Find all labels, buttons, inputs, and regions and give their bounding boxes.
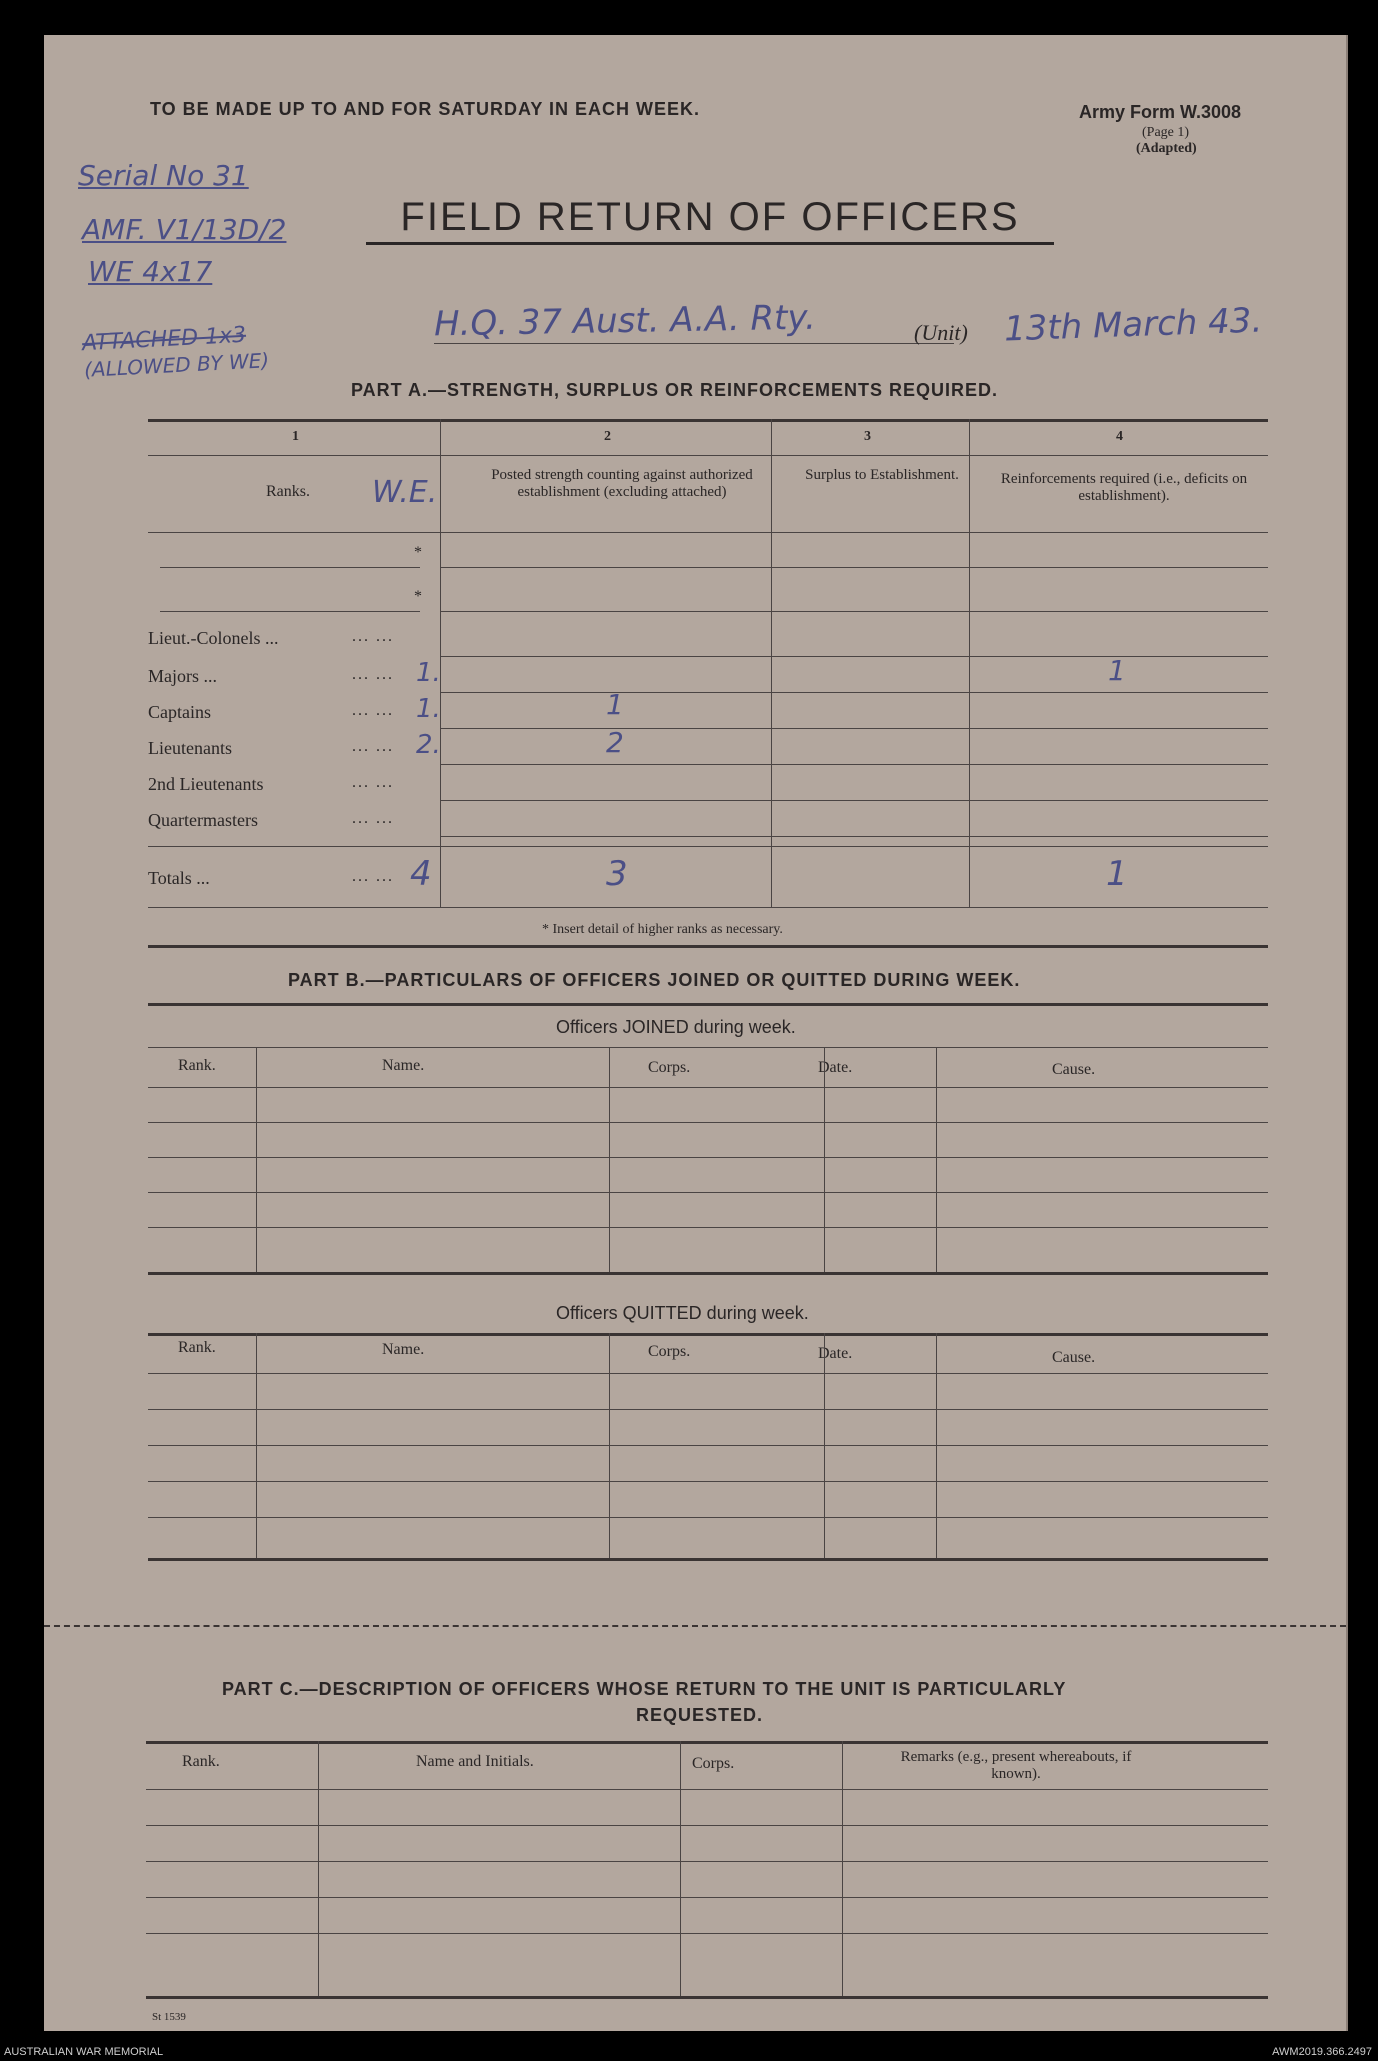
quitted-col-cause: Cause.	[1052, 1349, 1096, 1366]
allowed-annotation: (ALLOWED BY WE)	[83, 348, 270, 382]
row-rule	[148, 1373, 1268, 1374]
rank-dots: ... ...	[352, 628, 394, 645]
joined-col-cause: Cause.	[1052, 1061, 1096, 1078]
footer-accession: AWM2019.366.2497	[1272, 2046, 1372, 2058]
quitted-col-rank: Rank.	[178, 1339, 216, 1356]
row-rule	[440, 656, 1268, 657]
quitted-col-date: Date.	[818, 1345, 853, 1362]
joined-col-date: Date.	[818, 1059, 853, 1076]
adapted-label: (Adapted)	[1136, 141, 1197, 156]
page-number: (Page 1)	[1142, 125, 1190, 140]
row-rule	[146, 1897, 1268, 1898]
rank-dots: ... ...	[352, 738, 394, 755]
quitted-col-corps: Corps.	[648, 1343, 691, 1360]
star-marker: *	[414, 588, 422, 605]
row-rule	[148, 1157, 1268, 1158]
totals-we: 4	[410, 854, 432, 894]
we-header-annotation: W.E.	[372, 475, 438, 510]
row-rule	[440, 692, 1268, 693]
posted-header: Posted strength counting against authorized establishment (excluding attached)	[491, 467, 753, 500]
part-c-col-remarks: Remarks (e.g., present whereabouts, if known).	[900, 1749, 1132, 1782]
unit-value: H.Q. 37 Aust. A.A. Rty.	[433, 297, 817, 345]
part-c-col-rank: Rank.	[182, 1753, 220, 1770]
part-a-top-rule	[148, 419, 1268, 422]
row-rule	[440, 611, 1268, 612]
quitted-table	[148, 1333, 1268, 1558]
surplus-header: Surplus to Establishment.	[805, 467, 959, 483]
rank-dots: ... ...	[352, 810, 394, 827]
table-row	[148, 654, 1268, 694]
rank-dots: ... ...	[352, 774, 394, 791]
part-a-bottom-rule	[148, 907, 1268, 908]
table-row	[148, 624, 1268, 658]
row-rule	[148, 1481, 1268, 1482]
date-value: 13th March 43.	[1003, 300, 1263, 350]
table-row	[148, 532, 1268, 568]
we-value: 1.	[416, 658, 441, 688]
rank-label: Quartermasters	[148, 810, 258, 830]
reinf-value: 1	[1108, 654, 1126, 687]
col-rule	[256, 1047, 257, 1272]
row-rule	[440, 800, 1268, 801]
row-rule	[146, 1933, 1268, 1934]
part-a-end-rule	[148, 945, 1268, 948]
rank-dots: ... ...	[352, 702, 394, 719]
joined-table	[148, 1047, 1268, 1272]
row-rule	[148, 1122, 1268, 1123]
col-rule	[824, 1333, 825, 1558]
part-c-col-name: Name and Initials.	[416, 1753, 534, 1770]
row-rule	[440, 764, 1268, 765]
joined-col-corps: Corps.	[648, 1059, 691, 1076]
row-rule	[148, 1227, 1268, 1228]
totals-row	[148, 854, 1268, 904]
quitted-title: Officers QUITTED during week.	[556, 1303, 809, 1323]
form-number: Army Form W.3008	[1079, 102, 1242, 122]
joined-title: Officers JOINED during week.	[556, 1017, 796, 1037]
rank-label: Majors ...	[148, 666, 217, 686]
part-b-top-rule	[148, 1003, 1268, 1006]
row-rule	[148, 1517, 1268, 1518]
quitted-col-name: Name.	[382, 1341, 425, 1358]
col-rule	[318, 1741, 319, 1996]
table-row	[148, 688, 1268, 730]
table-row	[148, 766, 1268, 802]
part-c-heading-line2: REQUESTED.	[636, 1705, 764, 1725]
totals-top-rule	[148, 846, 1268, 847]
part-b-heading: PART B.—PARTICULARS OF OFFICERS JOINED OR QUITTED DURING WEEK.	[288, 970, 1021, 990]
part-c-heading-line1: PART C.—DESCRIPTION OF OFFICERS WHOSE RETURN TO THE UNIT IS PARTICULARLY	[222, 1679, 1067, 1699]
totals-label: Totals ...	[148, 868, 210, 888]
row-rule	[440, 836, 1268, 837]
we-value: 2.	[416, 730, 441, 760]
ranks-header: Ranks.	[266, 483, 310, 500]
joined-bottom-rule	[148, 1272, 1268, 1275]
form-title: FIELD RETURN OF OFFICERS	[366, 195, 1054, 245]
rank-dots: ... ...	[352, 666, 394, 683]
col-rule	[936, 1333, 937, 1558]
rank-label: 2nd Lieutenants	[148, 774, 264, 794]
row-rule	[440, 567, 1268, 568]
row-rule	[146, 1789, 1268, 1790]
table-row	[148, 726, 1268, 766]
col-3-number: 3	[864, 429, 871, 444]
col-number-rule	[148, 455, 1268, 456]
col-rule	[609, 1047, 610, 1272]
joined-col-rank: Rank.	[178, 1057, 216, 1074]
unit-underline	[434, 343, 954, 344]
col-1-number: 1	[292, 429, 299, 444]
part-c-bottom-rule	[146, 1996, 1268, 1999]
totals-posted: 3	[606, 854, 628, 894]
we-annotation: WE 4x17	[88, 255, 213, 288]
row-rule	[148, 1445, 1268, 1446]
col-rule	[609, 1333, 610, 1558]
col-rule	[680, 1741, 681, 1996]
table-row	[148, 802, 1268, 838]
totals-reinf: 1	[1106, 854, 1128, 894]
row-rule	[160, 611, 420, 612]
col-rule	[936, 1047, 937, 1272]
amf-annotation: AMF. V1/13D/2	[82, 213, 287, 246]
posted-value: 1	[606, 688, 624, 721]
row-rule	[440, 728, 1268, 729]
star-marker: *	[414, 544, 422, 561]
reinforcements-header: Reinforcements required (i.e., deficits on establishment).	[1000, 471, 1248, 504]
rank-label: Captains	[148, 702, 211, 722]
attached-annotation: ATTACHED 1x3	[81, 322, 247, 357]
col-2-number: 2	[604, 429, 611, 444]
row-rule	[148, 1409, 1268, 1410]
perforation-line	[44, 1625, 1346, 1627]
footnote: * Insert detail of higher ranks as necessary.	[542, 922, 783, 937]
totals-dots: ... ...	[352, 868, 394, 885]
part-c-table	[146, 1741, 1268, 1996]
unit-label: (Unit)	[914, 320, 968, 345]
col-4-number: 4	[1116, 429, 1123, 444]
serial-annotation: Serial No 31	[78, 159, 249, 192]
quitted-bottom-rule	[148, 1558, 1268, 1561]
footer-credit: AUSTRALIAN WAR MEMORIAL	[4, 2046, 164, 2058]
table-row	[148, 576, 1268, 612]
posted-value: 2	[606, 726, 624, 759]
row-rule	[148, 1087, 1268, 1088]
row-rule	[160, 567, 420, 568]
joined-col-name: Name.	[382, 1057, 425, 1074]
rank-label: Lieut.-Colonels ...	[148, 628, 279, 648]
instruction-text: TO BE MADE UP TO AND FOR SATURDAY IN EACH WEEK.	[150, 99, 701, 119]
col-rule	[256, 1333, 257, 1558]
we-value: 1.	[416, 694, 441, 724]
col-rule	[842, 1741, 843, 1996]
form-paper	[44, 35, 1348, 2031]
col-rule	[824, 1047, 825, 1272]
rank-label: Lieutenants	[148, 738, 232, 758]
part-a-heading: PART A.—STRENGTH, SURPLUS OR REINFORCEMENTS REQUIRED.	[351, 380, 999, 400]
part-c-col-corps: Corps.	[692, 1755, 735, 1772]
row-rule	[146, 1861, 1268, 1862]
row-rule	[148, 1192, 1268, 1193]
row-rule	[146, 1825, 1268, 1826]
print-code: St 1539	[152, 2011, 186, 2023]
